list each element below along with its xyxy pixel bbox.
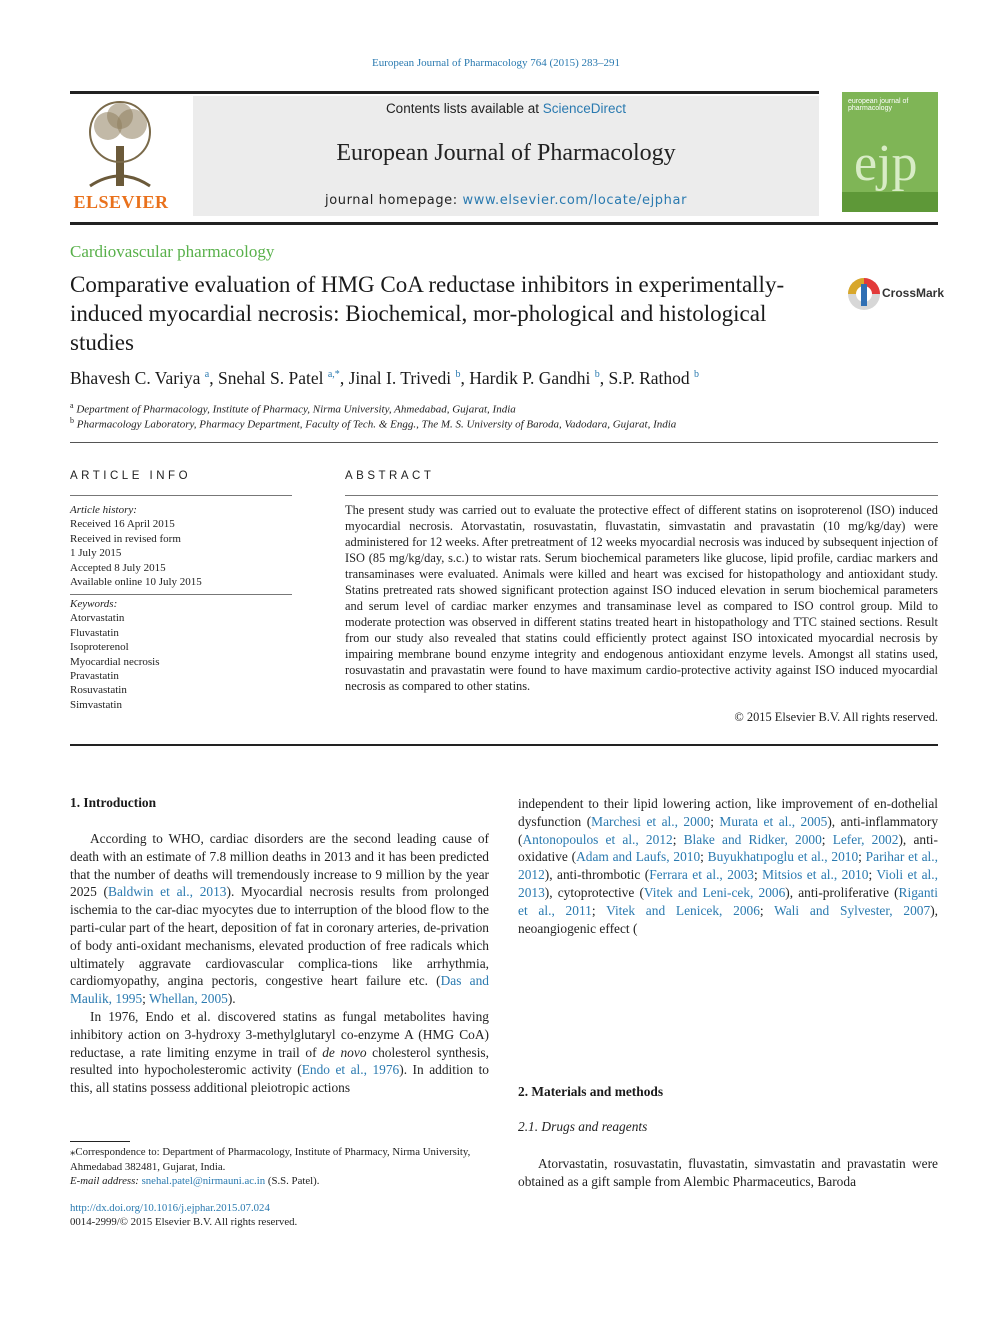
- doi-url[interactable]: http://dx.doi.org/10.1016/j.ejphar.2015.07.024: [70, 1202, 270, 1214]
- history-item: 1 July 2015: [70, 547, 122, 560]
- text-run: ;: [821, 831, 833, 847]
- text-run: ;: [710, 813, 720, 829]
- article-title: Comparative evaluation of HMG CoA reductase inhibitors in experimentally-induced myocardial necrosis: Biochemical, mor-phological and histological studies: [70, 272, 785, 355]
- history-label: Article history:: [70, 504, 137, 516]
- divider: [70, 594, 292, 595]
- citation-link[interactable]: Lefer, 2002: [832, 831, 899, 847]
- text-run: ), anti-thrombotic (: [544, 867, 650, 883]
- text-run-italic: de novo: [322, 1044, 367, 1060]
- text-run: ).: [227, 991, 236, 1007]
- keyword: Simvastatin: [70, 698, 122, 711]
- citation-link[interactable]: Whellan, 2005: [149, 991, 228, 1007]
- author-name[interactable]: Jinal I. Trivedi: [348, 368, 452, 388]
- divider: [70, 744, 938, 746]
- email-footnote: [70, 1174, 490, 1189]
- citation-link[interactable]: Blake and Ridker, 2000: [683, 831, 822, 847]
- sciencedirect-link[interactable]: ScienceDirect: [542, 101, 627, 116]
- text-run: independent to their lipid lowering action, like improvement of en-dothelial dysfunction (: [518, 796, 938, 829]
- paragraph: [518, 795, 938, 937]
- article-info-heading: ARTICLE INFO: [70, 470, 192, 482]
- author-affil-sup[interactable]: b: [594, 369, 600, 381]
- citation-link[interactable]: Murata et al., 2005: [719, 813, 828, 829]
- cover-ejp-mark: ejp: [854, 135, 918, 192]
- text-run: ;: [858, 849, 866, 865]
- affiliation-sup: a: [70, 401, 74, 410]
- article-history: [70, 503, 202, 589]
- citation-link[interactable]: Das and Maulik, 1995: [70, 973, 489, 1007]
- cover-title: european journal of pharmacology: [848, 98, 909, 112]
- author-name[interactable]: Snehal S. Patel: [218, 368, 324, 388]
- divider: [70, 495, 292, 496]
- doi-link[interactable]: [70, 1201, 490, 1216]
- text-run: ;: [753, 867, 763, 883]
- history-item: Received in revised form: [70, 532, 181, 545]
- author-name[interactable]: S.P. Rathod: [608, 368, 690, 388]
- keyword: Isoproterenol: [70, 641, 129, 654]
- copyright: © 2015 Elsevier B.V. All rights reserved.: [734, 710, 938, 724]
- body-column-right-lower: [518, 1155, 938, 1191]
- keywords: [70, 597, 160, 712]
- journal-name: European Journal of Pharmacology: [336, 140, 676, 166]
- citation-link[interactable]: Parihar et al., 2012: [518, 849, 938, 883]
- text-run: ;: [759, 902, 775, 918]
- citation-link[interactable]: Ferrara et al., 2003: [649, 867, 754, 883]
- affiliation: [70, 401, 516, 416]
- author-affil-sup[interactable]: b: [694, 369, 700, 381]
- paragraph: [70, 1008, 489, 1097]
- citation-link[interactable]: Mitsios et al., 2010: [762, 867, 869, 883]
- affiliation: [70, 416, 676, 431]
- citation-link[interactable]: Riganti et al., 2011: [518, 884, 938, 918]
- keyword: Rosuvastatin: [70, 684, 127, 697]
- citation-link[interactable]: Vitek and Lenicek, 2006: [606, 902, 760, 918]
- header-rule-bottom: [70, 222, 938, 225]
- paragraph: Atorvastatin, rosuvastatin, fluvastatin, simvastatin and pravastatin were obtained as a gift sample from Alembic Pharmaceutics, Baroda: [518, 1156, 938, 1189]
- affiliation-text: Department of Pharmacology, Institute of Pharmacy, Nirma University, Ahmedabad, Gujarat, India: [76, 403, 516, 416]
- abstract-text: The present study was carried out to evaluate the protective effect of different statins on isoproterenol (ISO) induced myocardial necrosis. Atorvastatin, rosuvastatin, fluvastatin, simvastatin and pravastatin (10 mg/kg/day) were administered for 12 weeks. After pretreatment of 12 weeks myocardial necrosis was induced by subsequent injection of ISO (85 mg/kg/day, s.c.) to wistar rats. Serum biochemical parameters like glucose, lipid profile, cardiac markers and transaminases were evaluated. Animals were killed and heart was excised for histopathology and antioxidant study. Statins pretreated rats showed significant protection against ISO induced elevation in serum biochemical parameters and serum level of cardiac marker enzymes and transaminase level as compared to ISO control group. Mild to moderate protection was observed in different statins treated heart in histopathology and TTC stained sections. Result from our study also revealed that statins could efficiently protect against ISO intoxicated myocardial necrosis by impairing membrane bound enzyme integrity and endogenous antioxidant enzyme levels. Amongst all statins used, rosuvastatin and pravastatin were found to have maximum cardio-protective activity against ISO induced myocardial necrosis as compared to other statins.: [345, 503, 938, 693]
- text-run: ), neoangiogenic effect (: [518, 902, 938, 936]
- contents-prefix: Contents lists available at: [385, 101, 543, 116]
- citation-link[interactable]: Buyukhatıpoglu et al., 2010: [707, 849, 859, 865]
- crossmark-label[interactable]: CrossMark: [882, 286, 945, 300]
- history-item: Available online 10 July 2015: [70, 576, 202, 589]
- journal-homepage-link[interactable]: www.elsevier.com/locate/ejphar: [462, 193, 688, 208]
- history-item: Received 16 April 2015: [70, 518, 175, 531]
- abstract-heading: ABSTRACT: [345, 470, 435, 482]
- body-column-left: [70, 830, 489, 1097]
- author-affil-sup[interactable]: a,*: [327, 369, 340, 381]
- text-run: ), anti-proliferative (: [785, 884, 899, 900]
- contents-line: [193, 101, 819, 116]
- text-run: ;: [142, 991, 149, 1007]
- citation-link[interactable]: Baldwin et al., 2013: [108, 884, 227, 900]
- history-item: Accepted 8 July 2015: [70, 561, 166, 574]
- email-link[interactable]: snehal.patel@nirmauni.ac.in: [141, 1175, 266, 1187]
- correspondence-footnote: ⁎Correspondence to: Department of Pharmacology, Institute of Pharmacy, Nirma University, Ahmedabad 382481, Gujarat, India.: [70, 1146, 471, 1173]
- affiliation-sup: b: [70, 416, 74, 425]
- text-run: ). In addition to this, all statins possess additional pleiotropic actions: [70, 1062, 489, 1096]
- text-run: ). Myocardial necrosis results from prolonged ischemia to the car-diac myocytes due to interruption of the blood flow to the parti-cular part of the heart, deposition of fat in coronary arteries, de-privation of body anti-oxidant mechanisms, elevated production of free radicals which ultimately aggravate cardiovascular complica-tions like arrhythmia, cardiomyopathy, angina pectoris, congestive heart failure etc. (: [70, 884, 489, 989]
- text-run: ), anti-oxidative (: [518, 831, 938, 865]
- section-heading-introduction: 1. Introduction: [70, 795, 157, 810]
- email-suffix: (S.S. Patel).: [265, 1175, 320, 1187]
- journal-homepage-line: [193, 193, 819, 208]
- keyword: Fluvastatin: [70, 626, 119, 639]
- keyword: Pravastatin: [70, 670, 119, 683]
- author-name[interactable]: Bhavesh C. Variya: [70, 368, 201, 388]
- affiliation-text: Pharmacology Laboratory, Pharmacy Department, Faculty of Tech. & Engg., The M. S. University of Baroda, Vadodara, Gujarat, India: [76, 418, 677, 431]
- divider: [70, 442, 938, 443]
- citation-link[interactable]: Vitek and Leni-cek, 2006: [643, 884, 786, 900]
- text-run: ;: [672, 831, 684, 847]
- author-list: Bhavesh C. Variya $^a$, Snehal S. Patel $^{a,*}$, Jinal I. Trivedi $^b$, Hardik P. Gandhi $^b$, S.P. Rathod $^b$: [70, 368, 700, 388]
- text-run: cholesterol synthesis, resulted into hypocholesteromic activity (: [70, 1044, 489, 1078]
- citation-link[interactable]: Violi et al., 2013: [518, 867, 938, 900]
- crossmark-icon: [846, 276, 882, 312]
- section-heading-methods: 2. Materials and methods: [518, 1084, 664, 1099]
- footnote-rule: [70, 1141, 130, 1142]
- text-run: ;: [868, 867, 877, 883]
- keyword: Atorvastatin: [70, 612, 125, 625]
- header-rule: [70, 91, 819, 94]
- divider: [345, 495, 938, 496]
- citation-link[interactable]: Marchesi et al., 2000: [591, 813, 711, 829]
- journal-citation[interactable]: European Journal of Pharmacology 764 (2015) 283–291: [371, 57, 621, 69]
- homepage-prefix: journal homepage:: [324, 193, 463, 208]
- section-label: Cardiovascular pharmacology: [70, 242, 275, 261]
- text-run: ;: [591, 902, 607, 918]
- citation-link[interactable]: Adam and Laufs, 2010: [576, 849, 701, 865]
- text-run: ), anti-inflammatory (: [518, 813, 939, 847]
- keyword: Myocardial necrosis: [70, 655, 160, 668]
- issn-line: 0014-2999/© 2015 Elsevier B.V. All rights reserved.: [70, 1216, 298, 1228]
- text-run: In 1976, Endo et al. discovered statins as fungal metabolites having inhibitory action on 3-hydroxy 3-methylglutaryl co-enzyme A (HMG CoA) reductase, a rate limiting enzyme in trail of: [70, 1008, 489, 1060]
- author-affil-sup[interactable]: b: [455, 369, 461, 381]
- author-name[interactable]: Hardik P. Gandhi: [469, 368, 591, 388]
- subsection-heading-drugs: 2.1. Drugs and reagents: [518, 1119, 648, 1134]
- paragraph: [70, 830, 489, 1008]
- email-label: E-mail address:: [70, 1175, 142, 1187]
- keywords-label: Keywords:: [70, 598, 118, 610]
- text-run: ), cytoprotective (: [544, 884, 644, 900]
- text-run: According to WHO, cardiac disorders are the second leading cause of death with an estimate of 7.8 million deaths in 2013 and it has been predicted that the number of deaths will tremendously increase to 9 million by the year 2025 (: [70, 831, 489, 900]
- text-run: ;: [700, 849, 708, 865]
- citation-link[interactable]: Endo et al., 1976: [301, 1062, 400, 1078]
- citation-link[interactable]: Wali and Sylvester, 2007: [774, 902, 931, 918]
- author-affil-sup[interactable]: a: [204, 369, 210, 381]
- elsevier-wordmark: ELSEVIER: [73, 192, 169, 212]
- body-column-right: [518, 795, 938, 937]
- citation-link[interactable]: Antonopoulos et al., 2012: [522, 831, 673, 847]
